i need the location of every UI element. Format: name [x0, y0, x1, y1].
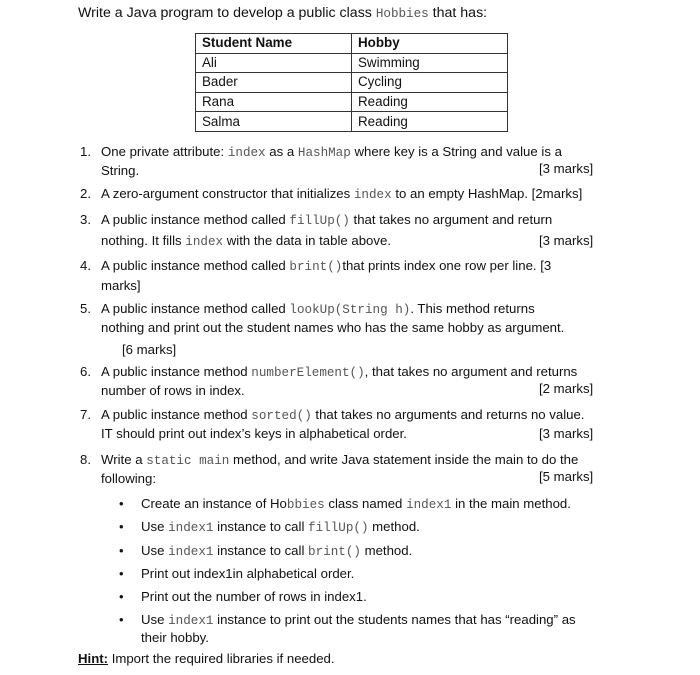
text: A public instance method — [101, 407, 252, 422]
bullet-icon: • — [119, 612, 124, 627]
code-index: index — [185, 235, 224, 249]
text: Create an instance of Ho — [141, 496, 287, 511]
code-lookup: lookUp(String h) — [289, 303, 411, 317]
item-6-line-2: number of rows in index. — [101, 383, 245, 398]
item-2-line-1 — [101, 186, 582, 202]
text: instance to call — [213, 519, 309, 534]
item-number: 8. — [80, 452, 91, 467]
code-index1: index1 — [168, 545, 214, 559]
intro-text-end: that has: — [428, 5, 488, 21]
text: in the main method. — [451, 496, 571, 511]
bullet-3 — [141, 543, 412, 559]
header-hobby: Hobby — [352, 34, 508, 54]
text: , that takes no argument and returns — [364, 364, 578, 379]
item-4-line-2: marks] — [101, 278, 141, 293]
code-sorted: sorted() — [251, 409, 312, 423]
item-4-line-1 — [101, 258, 551, 274]
item-7-line-2: IT should print out index’s keys in alphabetical order. — [101, 426, 407, 441]
bullet-6-line-2: their hobby. — [141, 630, 209, 645]
item-5-marks: [6 marks] — [122, 342, 177, 357]
code-index: index — [227, 146, 266, 160]
class-name-code: Hobbies — [375, 7, 429, 21]
text: instance to print out the students names that has “reading” as — [213, 612, 576, 627]
bullet-icon: • — [119, 519, 124, 534]
item-3-line-1 — [101, 212, 552, 228]
text: method. — [360, 543, 413, 558]
item-8-marks: [5 marks] — [539, 469, 594, 484]
code-brint: brint() — [308, 545, 361, 559]
item-number: 4. — [80, 258, 91, 273]
item-number: 1. — [80, 144, 91, 159]
text: Use — [141, 543, 169, 558]
bullet-1 — [141, 496, 571, 512]
text: to an empty HashMap. [2marks] — [391, 186, 583, 201]
bullet-icon: • — [119, 496, 124, 511]
text: method, and write Java statement inside the main to do the — [229, 452, 579, 467]
text: with the data in table above. — [223, 233, 391, 248]
item-6-line-1 — [101, 364, 577, 380]
cell-student: Ali — [196, 53, 352, 73]
bullet-5: Print out the number of rows in index1. — [141, 589, 367, 604]
item-number: 7. — [80, 407, 91, 422]
hint-text: Import the required libraries if needed. — [108, 651, 335, 666]
cell-student: Rana — [196, 92, 352, 112]
text: Use — [141, 519, 169, 534]
item-3-marks: [3 marks] — [539, 233, 594, 248]
code-hashmap: HashMap — [297, 146, 351, 160]
cell-hobby: Reading — [352, 112, 508, 132]
item-3-line-2 — [101, 233, 391, 249]
bullet-6-line-1 — [141, 612, 576, 628]
cell-hobby: Reading — [352, 92, 508, 112]
table-row — [196, 53, 508, 73]
text: . This method returns — [410, 301, 535, 316]
table-row — [196, 73, 508, 93]
code-index: index — [353, 188, 392, 202]
text: as a — [265, 144, 298, 159]
item-8-line-2: following: — [101, 471, 156, 486]
item-8-line-1 — [101, 452, 578, 468]
text: Write a — [101, 452, 147, 467]
item-number: 2. — [80, 186, 91, 201]
code-fillup: fillUp() — [289, 214, 350, 228]
text: A public instance method called — [101, 212, 290, 227]
item-1-marks: [3 marks] — [539, 161, 594, 176]
code-hobbies: bbies — [286, 498, 325, 512]
text: instance to call — [213, 543, 309, 558]
table-row — [196, 92, 508, 112]
item-number: 3. — [80, 212, 91, 227]
table-header-row — [196, 34, 508, 54]
code-brint: brint() — [289, 260, 343, 274]
bullet-icon: • — [119, 589, 124, 604]
item-7-line-1 — [101, 407, 584, 423]
intro-text: Write a Java program to develop a public class — [78, 5, 376, 21]
cell-hobby: Swimming — [352, 53, 508, 73]
header-student-name: Student Name — [196, 34, 352, 54]
table-row — [196, 112, 508, 132]
text: One private attribute: — [101, 144, 228, 159]
text: nothing. It fills — [101, 233, 186, 248]
text: that takes no arguments and returns no value. — [311, 407, 585, 422]
item-number: 5. — [80, 301, 91, 316]
bullet-icon: • — [119, 566, 124, 581]
code-numberelement: numberElement() — [251, 366, 365, 380]
cell-student: Bader — [196, 73, 352, 93]
hint-label: Hint: — [78, 651, 109, 666]
cell-hobby: Cycling — [352, 73, 508, 93]
text: A public instance method called — [101, 258, 290, 273]
text: class named — [324, 496, 407, 511]
code-index1: index1 — [406, 498, 452, 512]
hobbies-table — [195, 33, 508, 132]
text: method. — [368, 519, 420, 534]
text: Use — [141, 612, 169, 627]
item-7-marks: [3 marks] — [539, 426, 594, 441]
code-index1: index1 — [168, 521, 214, 535]
hint — [78, 651, 335, 666]
bullet-4: Print out index1in alphabetical order. — [141, 566, 355, 581]
bullet-2 — [141, 519, 420, 535]
item-1-line-2: String. — [101, 163, 140, 178]
text: A zero-argument constructor that initializes — [101, 186, 354, 201]
item-5-line-2: nothing and print out the student names who has the same hobby as argument. — [101, 320, 565, 335]
item-number: 6. — [80, 364, 91, 379]
text: where key is a String and value is a — [350, 144, 562, 159]
code-index1: index1 — [168, 614, 214, 628]
text: A public instance method — [101, 364, 252, 379]
code-static-main: static main — [146, 454, 230, 468]
item-1-line-1 — [101, 144, 562, 160]
text: that prints index one row per line. [3 — [342, 258, 552, 273]
code-fillup: fillUp() — [308, 521, 369, 535]
intro-sentence — [78, 5, 487, 21]
cell-student: Salma — [196, 112, 352, 132]
text: that takes no argument and return — [349, 212, 553, 227]
bullet-icon: • — [119, 543, 124, 558]
item-5-line-1 — [101, 301, 535, 317]
item-6-marks: [2 marks] — [539, 381, 594, 396]
text: A public instance method called — [101, 301, 290, 316]
